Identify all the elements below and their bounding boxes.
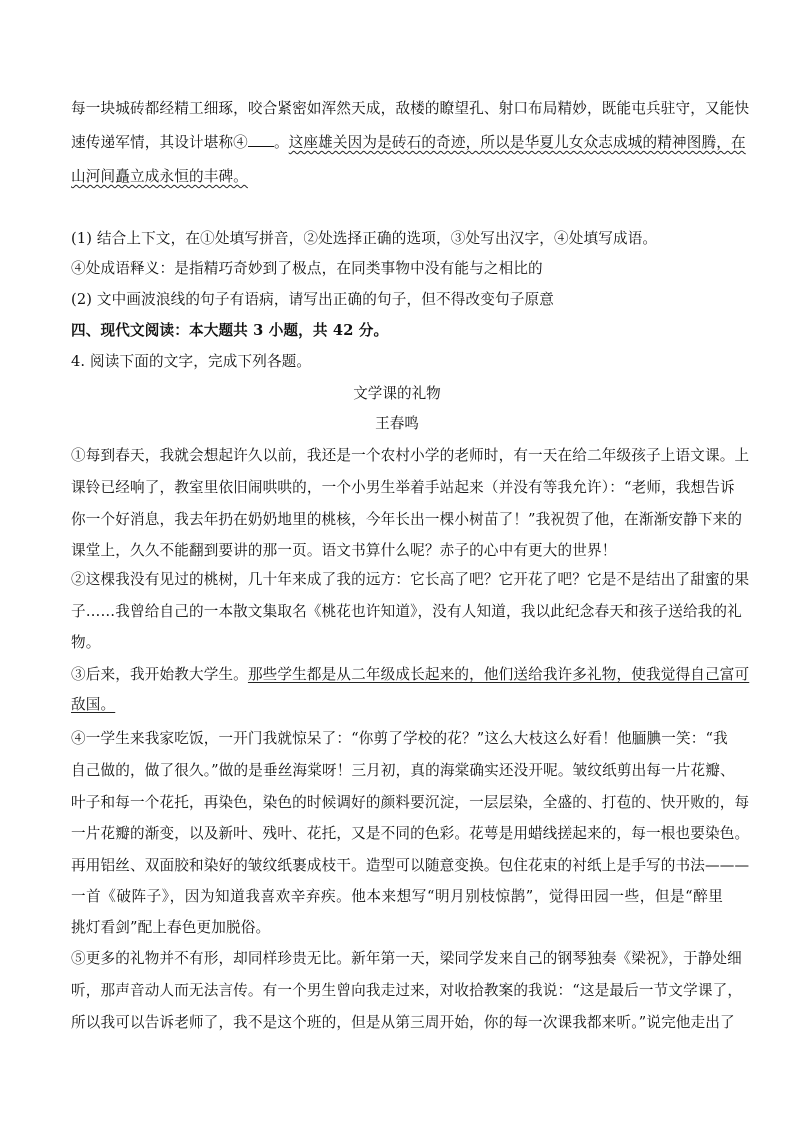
paragraph-4-line-7: 挑灯看剑”配上春色更加脱俗。 xyxy=(71,919,271,936)
paragraph-1-line-1: ①每到春天，我就会想起许久以前，我还是一个农村小学的老师时，有一天在给二年级孩子上语文课。上 xyxy=(71,447,750,464)
passage-line-2-period: 。 xyxy=(273,134,289,151)
passage-line-1: 每一块城砖都经精工细琢，咬合紧密如浑然天成，敌楼的瞭望孔、射口布局精妙，既能屯兵驻守，又能快 xyxy=(71,100,750,117)
paragraph-3-line-1 xyxy=(71,665,750,685)
paragraph-2-line-2: 子……我曾给自己的一本散文集取名《桃花也许知道》，没有人知道，我以此纪念春天和孩子送给我的礼 xyxy=(71,603,742,620)
paragraph-4-line-1: ④一学生来我家吃饭，一开门我就惊呆了：“你剪了学校的花？”这么大枝这么好看！他腼腆一笑：“我 xyxy=(71,730,728,747)
paragraph-5-line-1: ⑤更多的礼物并不有形，却同样珍贵无比。新年第一天，梁同学发来自己的钢琴独奏《梁祝》，于静处细 xyxy=(71,950,742,967)
question-1: (1) 结合上下文，在①处填写拼音，②处选择正确的选项，③处写出汉字，④处填写成语。 xyxy=(71,230,658,247)
paragraph-1-line-4: 课堂上，久久不能翻到要讲的那一页。语文书算什么呢？赤子的心中有更大的世界！ xyxy=(71,542,617,559)
wavy-underlined-sentence: 这座雄关因为是砖石的奇迹，所以是华夏儿女众志成城的精神图腾，在 xyxy=(288,134,746,151)
question-1-note: ④处成语释义：是指精巧奇妙到了极点，在同类事物中没有能与之相比的 xyxy=(71,260,543,277)
paragraph-2-line-3: 物。 xyxy=(71,634,101,651)
section-heading: 四、现代文阅读：本大题共 3 小题，共 42 分。 xyxy=(71,322,389,339)
paragraph-5-line-2: 听，那声音动人而无法言传。有一个男生曾向我走过来，对收拾教案的我说：“这是最后一节文学课了， xyxy=(71,982,743,999)
underlined-sentence: 那些学生都是从二年级成长起来的，他们送给我许多礼物，使我觉得自己富可 xyxy=(247,666,750,683)
paragraph-1-line-3: 你一个好消息，我去年扔在奶奶地里的桃核，今年长出一棵小树苗了！”我祝贺了他，在渐渐安静下来的 xyxy=(71,511,743,528)
paragraph-5-line-3: 所以我可以告诉老师了，我不是这个班的，但是从第三周开始，你的每一次课我都来听。”说完他走出了 xyxy=(71,1014,735,1031)
paragraph-4-line-6: 一首《破阵子》，因为知道我喜欢辛弃疾。他本来想写“明月别枝惊鹊”，觉得田园一些，但是“醉里 xyxy=(71,888,723,905)
paragraph-4-line-4: 一片花瓣的渐变，以及新叶、残叶、花托，又是不同的色彩。花萼是用蜡线搓起来的，每一根也要染色。 xyxy=(71,825,750,842)
article-title: 文学课的礼物 xyxy=(353,385,441,402)
paragraph-3-line-2 xyxy=(71,695,723,715)
question-2: (2) 文中画波浪线的句子有语病，请写出正确的句子，但不得改变句子原意 xyxy=(71,291,554,308)
paragraph-4-line-2: 自己做的，做了很久。”做的是垂丝海棠呀！三月初，真的海棠确实还没开呢。皱纹纸剪出每一片花瓣、 xyxy=(71,762,735,779)
article-author: 王春鸣 xyxy=(375,415,419,432)
paragraph-4-line-5: 再用铝丝、双面胶和染好的皱纹纸裹成枝干。造型可以随意变换。包住花束的衬纸上是手写的书法——— xyxy=(71,857,750,874)
paragraph-1-line-2: 课铃已经响了，教室里依旧闹哄哄的，一个小男生举着手站起来（并没有等我允许）：“老师，我想告诉 xyxy=(71,479,735,496)
passage-line-3 xyxy=(71,167,723,187)
passage-line-2 xyxy=(71,133,746,153)
passage-line-2-text: 速传递军情，其设计堪称④ xyxy=(71,134,248,151)
paragraph-3-text: ③后来，我开始教大学生。 xyxy=(71,666,248,683)
answer-blank[interactable] xyxy=(248,133,274,147)
wavy-underlined-sentence-end: 山河间矗立成永恒的丰碑。 xyxy=(71,168,248,185)
task-intro: 4. 阅读下面的文字，完成下列各题。 xyxy=(71,353,312,370)
paragraph-2-line-1: ②这棵我没有见过的桃树，几十年来成了我的远方：它长高了吧？它开花了吧？它是不是结出了甜蜜的果 xyxy=(71,571,750,588)
underlined-sentence-end: 敌国。 xyxy=(71,696,116,713)
paragraph-4-line-3: 叶子和每一个花托，再染色，染色的时候调好的颜料要沉淀，一层层染，全盛的、打苞的、快开败的，每 xyxy=(71,794,750,811)
